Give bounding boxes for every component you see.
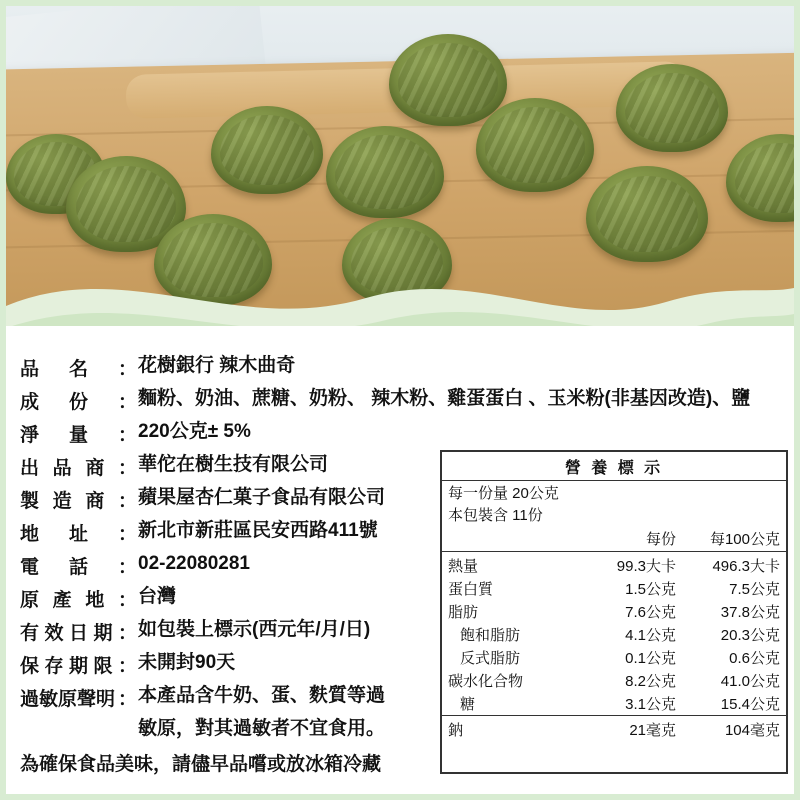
label-expiry: 有 效 日 期 ： [20, 618, 138, 645]
cookie [211, 106, 323, 194]
servings-per-pack: 本包裝含 11份 [448, 506, 543, 524]
colon: ： [117, 524, 137, 545]
nutrient-per-serving: 7.6公克 [625, 603, 676, 621]
row-allergen [20, 684, 440, 711]
nutrient-per-100g: 20.3公克 [720, 626, 780, 644]
serving-size: 每一份量 20公克 [448, 485, 559, 502]
label-address: 地 址 ： [20, 519, 138, 546]
nutrition-facts-table [440, 450, 788, 774]
row-expiry [20, 618, 440, 645]
colon: ： [117, 458, 137, 479]
nutrient-per-serving: 99.3大卡 [616, 557, 676, 575]
nutrient-per-100g: 104毫克 [724, 721, 780, 739]
table-row [442, 623, 786, 646]
nutrition-serving [442, 481, 786, 527]
colon: ： [117, 425, 137, 446]
row-shelf-life [20, 651, 440, 678]
value-producer: 華佗在樹生技有限公司 [138, 454, 329, 475]
footer-note: 為確保食品美味，請儘早品嚐或放冰箱冷藏 [20, 753, 382, 775]
value-manufacturer: 蘋果屋杏仁菓子食品有限公司 [138, 487, 386, 508]
label-producer: 出 品 商 ： [20, 453, 138, 480]
value-ingredients: 麵粉、奶油、蔗糖、奶粉、 辣木粉、雞蛋蛋白 、玉米粉(非基因改造)、鹽 [138, 388, 751, 409]
label-phone: 電 話 ： [20, 552, 138, 579]
value-net-weight: 220公克± 5% [138, 421, 251, 442]
row-address [20, 519, 440, 546]
colon: ： [117, 590, 137, 611]
nutrient-per-serving: 1.5公克 [625, 580, 676, 598]
colon: ： [117, 359, 137, 380]
value-product-name: 花樹銀行 辣木曲奇 [138, 355, 296, 376]
hills-divider [6, 236, 794, 326]
table-row [442, 718, 786, 741]
table-row [442, 577, 786, 600]
table-row [442, 692, 786, 716]
nutrient-name: 飽和脂肪 [460, 626, 521, 644]
nutrient-name: 糖 [460, 695, 476, 713]
value-origin: 台灣 [138, 586, 177, 607]
nutrition-rows [442, 527, 786, 741]
label-shelf-life: 保 存 期 限 ： [20, 651, 138, 678]
nutrition-header-row [442, 527, 786, 552]
row-phone [20, 552, 440, 579]
nutrition-header-per-serving: 每份 [645, 530, 676, 548]
label-product-name: 品 名 ： [20, 354, 138, 381]
nutrient-per-100g: 496.3大卡 [712, 557, 780, 575]
colon: ： [117, 392, 137, 413]
value-allergen-line1: 本產品含牛奶、蛋、麩質等過 [138, 685, 386, 706]
product-photo [6, 6, 794, 326]
nutrient-per-100g: 41.0公克 [720, 672, 780, 690]
row-product-name [20, 354, 440, 381]
row-ingredients [20, 387, 751, 414]
value-shelf-life: 未開封90天 [138, 652, 236, 673]
nutrient-name: 蛋白質 [448, 580, 494, 598]
value-allergen-line2: 敏原，對其過敏者不宜食用。 [138, 718, 386, 739]
cookie [389, 34, 507, 126]
table-row [442, 600, 786, 623]
nutrient-name: 反式脂肪 [460, 649, 521, 667]
nutrition-header-blank [442, 527, 590, 552]
cookie [476, 98, 594, 192]
nutrient-per-serving: 8.2公克 [625, 672, 676, 690]
value-address: 新北市新莊區民安西路411號 [138, 520, 378, 541]
row-producer [20, 453, 440, 480]
nutrient-per-serving: 21毫克 [629, 721, 676, 739]
nutrient-per-serving: 4.1公克 [625, 626, 676, 644]
nutrient-per-serving: 0.1公克 [625, 649, 676, 667]
label-allergen: 過敏原聲明 ： [20, 684, 138, 711]
cookie [326, 126, 444, 218]
nutrient-per-100g: 0.6公克 [729, 649, 780, 667]
nutrient-name: 脂肪 [448, 603, 479, 621]
row-origin [20, 585, 440, 612]
table-row [442, 554, 786, 577]
value-expiry: 如包裝上標示(西元年/月/日) [138, 619, 371, 640]
table-row [442, 646, 786, 669]
nutrient-per-100g: 37.8公克 [720, 603, 780, 621]
cookie [616, 64, 728, 152]
label-net-weight: 淨 量 ： [20, 420, 138, 447]
value-phone: 02-22080281 [138, 553, 250, 574]
nutrient-name: 鈉 [448, 721, 464, 739]
nutrient-name: 熱量 [448, 557, 479, 575]
table-row [442, 669, 786, 692]
colon: ： [117, 656, 137, 677]
nutrition-header-per-100g: 每100公克 [709, 530, 780, 548]
colon: ： [117, 557, 137, 578]
nutrient-name: 碳水化合物 [448, 672, 524, 690]
label-manufacturer: 製 造 商 ： [20, 486, 138, 513]
label-ingredients: 成 份 ： [20, 387, 138, 414]
nutrient-per-100g: 7.5公克 [729, 580, 780, 598]
nutrient-per-100g: 15.4公克 [720, 695, 780, 713]
nutrition-title: 營 養 標 示 [442, 452, 786, 481]
colon: ： [117, 689, 137, 710]
label-origin: 原 產 地 ： [20, 585, 138, 612]
row-manufacturer [20, 486, 440, 513]
colon: ： [117, 491, 137, 512]
row-net-weight [20, 420, 440, 447]
colon: ： [117, 623, 137, 644]
nutrient-per-serving: 3.1公克 [625, 695, 676, 713]
